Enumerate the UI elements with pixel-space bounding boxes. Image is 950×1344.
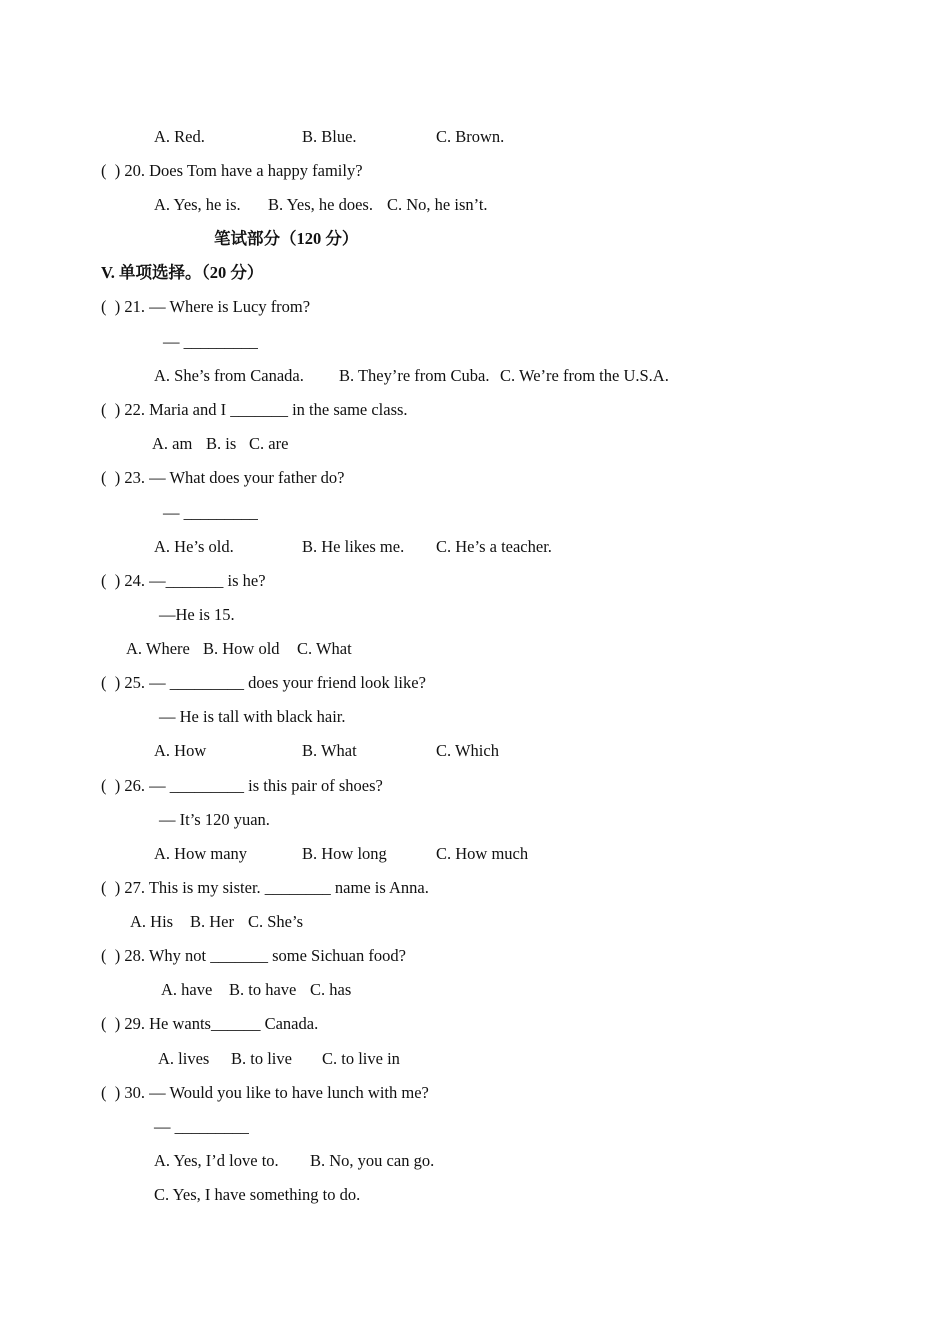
q29-option-c: C. to live in <box>322 1049 400 1068</box>
q30-option-a: A. Yes, I’d love to. <box>154 1151 279 1170</box>
q29-option-a: A. lives <box>158 1049 210 1068</box>
q25-option-b: B. What <box>302 741 357 760</box>
q25-option-a: A. How <box>154 741 207 760</box>
q22-option-b: B. is <box>206 434 237 453</box>
q30-stem: ( ) 30. — Would you like to have lunch with me? <box>101 1083 429 1102</box>
q23-reply: — _________ <box>163 503 258 522</box>
q22-option-c: C. are <box>249 434 289 453</box>
q24-option-c: C. What <box>297 639 352 658</box>
q22-stem: ( ) 22. Maria and I _______ in the same class. <box>101 400 408 419</box>
q30-reply: — _________ <box>154 1117 249 1136</box>
q30-option-c: C. Yes, I have something to do. <box>154 1185 361 1204</box>
q29-option-b: B. to live <box>231 1049 292 1068</box>
q24-reply: —He is 15. <box>159 605 235 624</box>
q26-option-a: A. How many <box>154 844 248 863</box>
section-v-heading: V. 单项选择。（20 分） <box>101 263 264 282</box>
q27-stem: ( ) 27. This is my sister. ________ name is Anna. <box>101 878 429 897</box>
q23-option-a: A. He’s old. <box>154 537 234 556</box>
written-section-heading: 笔试部分（120 分） <box>214 229 359 248</box>
q20-option-c: C. No, he isn’t. <box>387 195 488 214</box>
q26-stem: ( ) 26. — _________ is this pair of shoes? <box>101 776 383 795</box>
q22-option-a: A. am <box>152 434 193 453</box>
q23-option-b: B. He likes me. <box>302 537 405 556</box>
q23-stem: ( ) 23. — What does your father do? <box>101 468 345 487</box>
q24-option-b: B. How old <box>203 639 280 658</box>
q20-option-a: A. Yes, he is. <box>154 195 241 214</box>
q28-option-c: C. has <box>310 980 352 999</box>
q27-option-b: B. Her <box>190 912 234 931</box>
q21-option-a: A. She’s from Canada. <box>154 366 304 385</box>
q25-reply: — He is tall with black hair. <box>159 707 346 726</box>
q19-option-b: B. Blue. <box>302 127 357 146</box>
q20-stem: ( ) 20. Does Tom have a happy family? <box>101 161 363 180</box>
q25-stem: ( ) 25. — _________ does your friend look like? <box>101 673 426 692</box>
q26-reply: — It’s 120 yuan. <box>159 810 270 829</box>
q23-option-c: C. He’s a teacher. <box>436 537 552 556</box>
q27-option-c: C. She’s <box>248 912 304 931</box>
q26-option-c: C. How much <box>436 844 529 863</box>
q25-option-c: C. Which <box>436 741 499 760</box>
q24-option-a: A. Where <box>126 639 190 658</box>
q27-option-a: A. His <box>130 912 174 931</box>
q20-option-b: B. Yes, he does. <box>268 195 373 214</box>
q24-stem: ( ) 24. —_______ is he? <box>101 571 266 590</box>
q26-option-b: B. How long <box>302 844 387 863</box>
q19-option-c: C. Brown. <box>436 127 505 146</box>
q21-stem: ( ) 21. — Where is Lucy from? <box>101 297 311 316</box>
q28-option-a: A. have <box>161 980 213 999</box>
q29-stem: ( ) 29. He wants______ Canada. <box>101 1014 319 1033</box>
q21-reply: — _________ <box>163 332 258 351</box>
q21-option-b: B. They’re from Cuba. <box>339 366 490 385</box>
q28-stem: ( ) 28. Why not _______ some Sichuan food? <box>101 946 406 965</box>
q30-option-b: B. No, you can go. <box>310 1151 435 1170</box>
q21-option-c: C. We’re from the U.S.A. <box>500 366 669 385</box>
q19-option-a: A. Red. <box>154 127 205 146</box>
q28-option-b: B. to have <box>229 980 297 999</box>
